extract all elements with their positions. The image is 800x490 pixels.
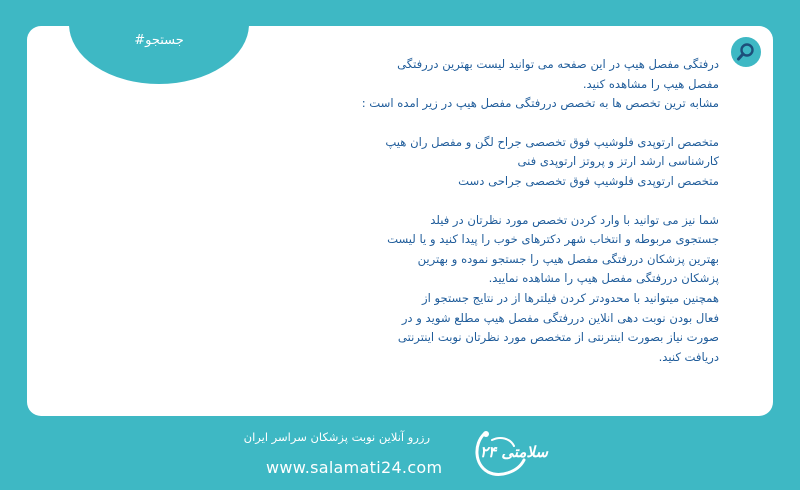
filter-help-line: صورت نیاز بصورت اینترنتی از متخصص مورد نظرتان نوبت اینترنتی (397, 330, 719, 345)
specialty-item: کارشناسی ارشد ارتز و پروتز ارتوپدی فنی (517, 154, 719, 169)
intro-line: مفصل هیپ را مشاهده کنید. (582, 76, 719, 91)
specialty-item: متخصص ارتوپدی فلوشیپ فوق تخصصی جراحی دست (458, 173, 719, 188)
filter-help-line: همچنین میتوانید با محدودتر کردن فیلترها از در نتایج جستجو از (422, 290, 719, 305)
filter-help-line: فعال بودن نوبت دهی انلاین دررفتگی مفصل هیپ مطلع شوید و در (401, 310, 719, 325)
search-help-line: بهترین پزشکان دررفتگی مفصل هیپ را جستجو نموده و بهترین (417, 251, 719, 266)
specialty-item: متخصص ارتوپدی فلوشیپ فوق تخصصی جراح لگن و مفصل ران هیپ (385, 134, 719, 149)
intro-line: درفتگی مفصل هیپ در این صفحه می توانید لیست بهترین دررفتگی (397, 57, 719, 71)
footer-tagline: رزرو آنلاین نوبت پزشکان سراسر ایران (243, 430, 430, 444)
article-text (327, 55, 719, 367)
search-icon (736, 42, 756, 62)
logo-wordmark: سلامتی ۲۴ (480, 443, 548, 461)
footer-url[interactable]: www.salamati24.com (266, 458, 443, 477)
search-help-line: پزشکان دررفتگی مفصل هیپ را مشاهده نمایید. (488, 271, 719, 286)
similar-heading: مشابه ترین تخصص ها به تخصص دررفتگی مفصل هیپ در زیر امده است : (361, 96, 719, 111)
content-card (27, 26, 773, 416)
search-button[interactable] (731, 37, 761, 67)
search-help-line: شما نیز می توانید با وارد کردن تخصص مورد نظرتان در فیلد (430, 212, 719, 227)
filter-help-line: دریافت کنید. (658, 349, 719, 364)
search-help-line: جستجوی مربوطه و انتخاب شهر دکترهای خوب را پیدا کنید و یا لیست (387, 232, 719, 247)
hashtag-label[interactable]: #جستجو (134, 33, 184, 48)
